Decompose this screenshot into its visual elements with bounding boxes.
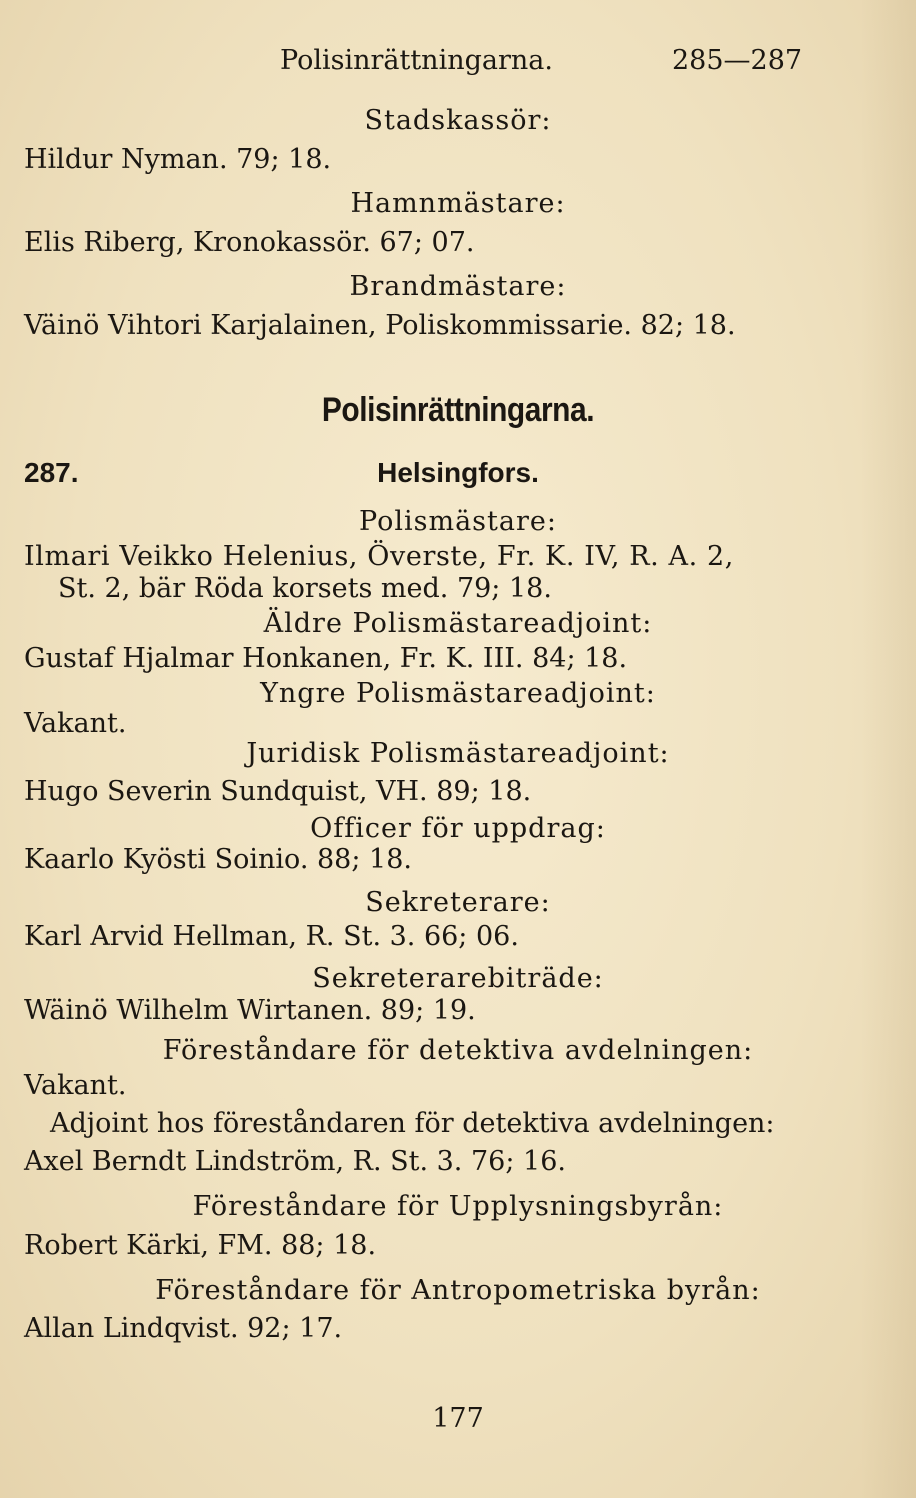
entry-heading: Föreståndare för detektiva avdelningen: xyxy=(162,1035,754,1066)
entry-line: Karl Arvid Hellman, R. St. 3. 66; 06. xyxy=(24,921,519,952)
entry-brandmastare: Väinö Vihtori Karjalainen, Poliskommissarie. 82; 18. xyxy=(24,310,736,341)
page-range: 285—287 xyxy=(672,45,803,76)
page-number: 177 xyxy=(432,1403,484,1434)
entry-line: Axel Berndt Lindström, R. St. 3. 76; 16. xyxy=(24,1146,566,1177)
entry-heading: Sekreterarebiträde: xyxy=(312,963,604,994)
entry-line: Vakant. xyxy=(24,1070,127,1101)
entry-heading: Adjoint hos föreståndaren för detektiva avdelningen: xyxy=(50,1108,775,1139)
entry-line: Kaarlo Kyösti Soinio. 88; 18. xyxy=(24,844,412,875)
entry-line: Wäinö Wilhelm Wirtanen. 89; 19. xyxy=(24,995,476,1026)
entry-stadskassor: Hildur Nyman. 79; 18. xyxy=(24,144,332,175)
entry-heading: Föreståndare för Upplysningsbyrån: xyxy=(192,1191,724,1222)
entry-heading: Polismästare: xyxy=(359,506,557,537)
entry-line: Robert Kärki, FM. 88; 18. xyxy=(24,1230,377,1261)
entry-line: Ilmari Veikko Helenius, Överste, Fr. K. IV, R. A. 2, xyxy=(24,541,734,572)
entry-line: St. 2, bär Röda korsets med. 79; 18. xyxy=(58,573,552,604)
entry-line: Gustaf Hjalmar Honkanen, Fr. K. III. 84; 18. xyxy=(24,643,628,674)
entry-heading: Officer för uppdrag: xyxy=(310,813,606,844)
entry-heading: Äldre Polismästareadjoint: xyxy=(263,608,653,639)
running-title: Polisinrättningarna. xyxy=(280,45,553,76)
heading-hamnmastare: Hamnmästare: xyxy=(350,188,566,219)
entry-line: Allan Lindqvist. 92; 17. xyxy=(24,1313,343,1344)
section-title: Polisinrättningarna. xyxy=(321,391,595,429)
entry-heading: Föreståndare för Antropometriska byrån: xyxy=(155,1275,761,1306)
heading-brandmastare: Brandmästare: xyxy=(349,271,567,302)
entry-hamnmastare: Elis Riberg, Kronokassör. 67; 07. xyxy=(24,227,475,258)
entry-line: Vakant. xyxy=(24,708,127,739)
section-number: 287. xyxy=(24,457,79,488)
section-city: Helsingfors. xyxy=(377,457,539,488)
entry-heading: Yngre Polismästareadjoint: xyxy=(260,678,656,709)
entry-line: Hugo Severin Sundquist, VH. 89; 18. xyxy=(24,776,532,807)
entry-heading: Juridisk Polismästareadjoint: xyxy=(246,738,670,769)
heading-stadskassor: Stadskassör: xyxy=(364,105,552,136)
entry-heading: Sekreterare: xyxy=(365,887,551,918)
